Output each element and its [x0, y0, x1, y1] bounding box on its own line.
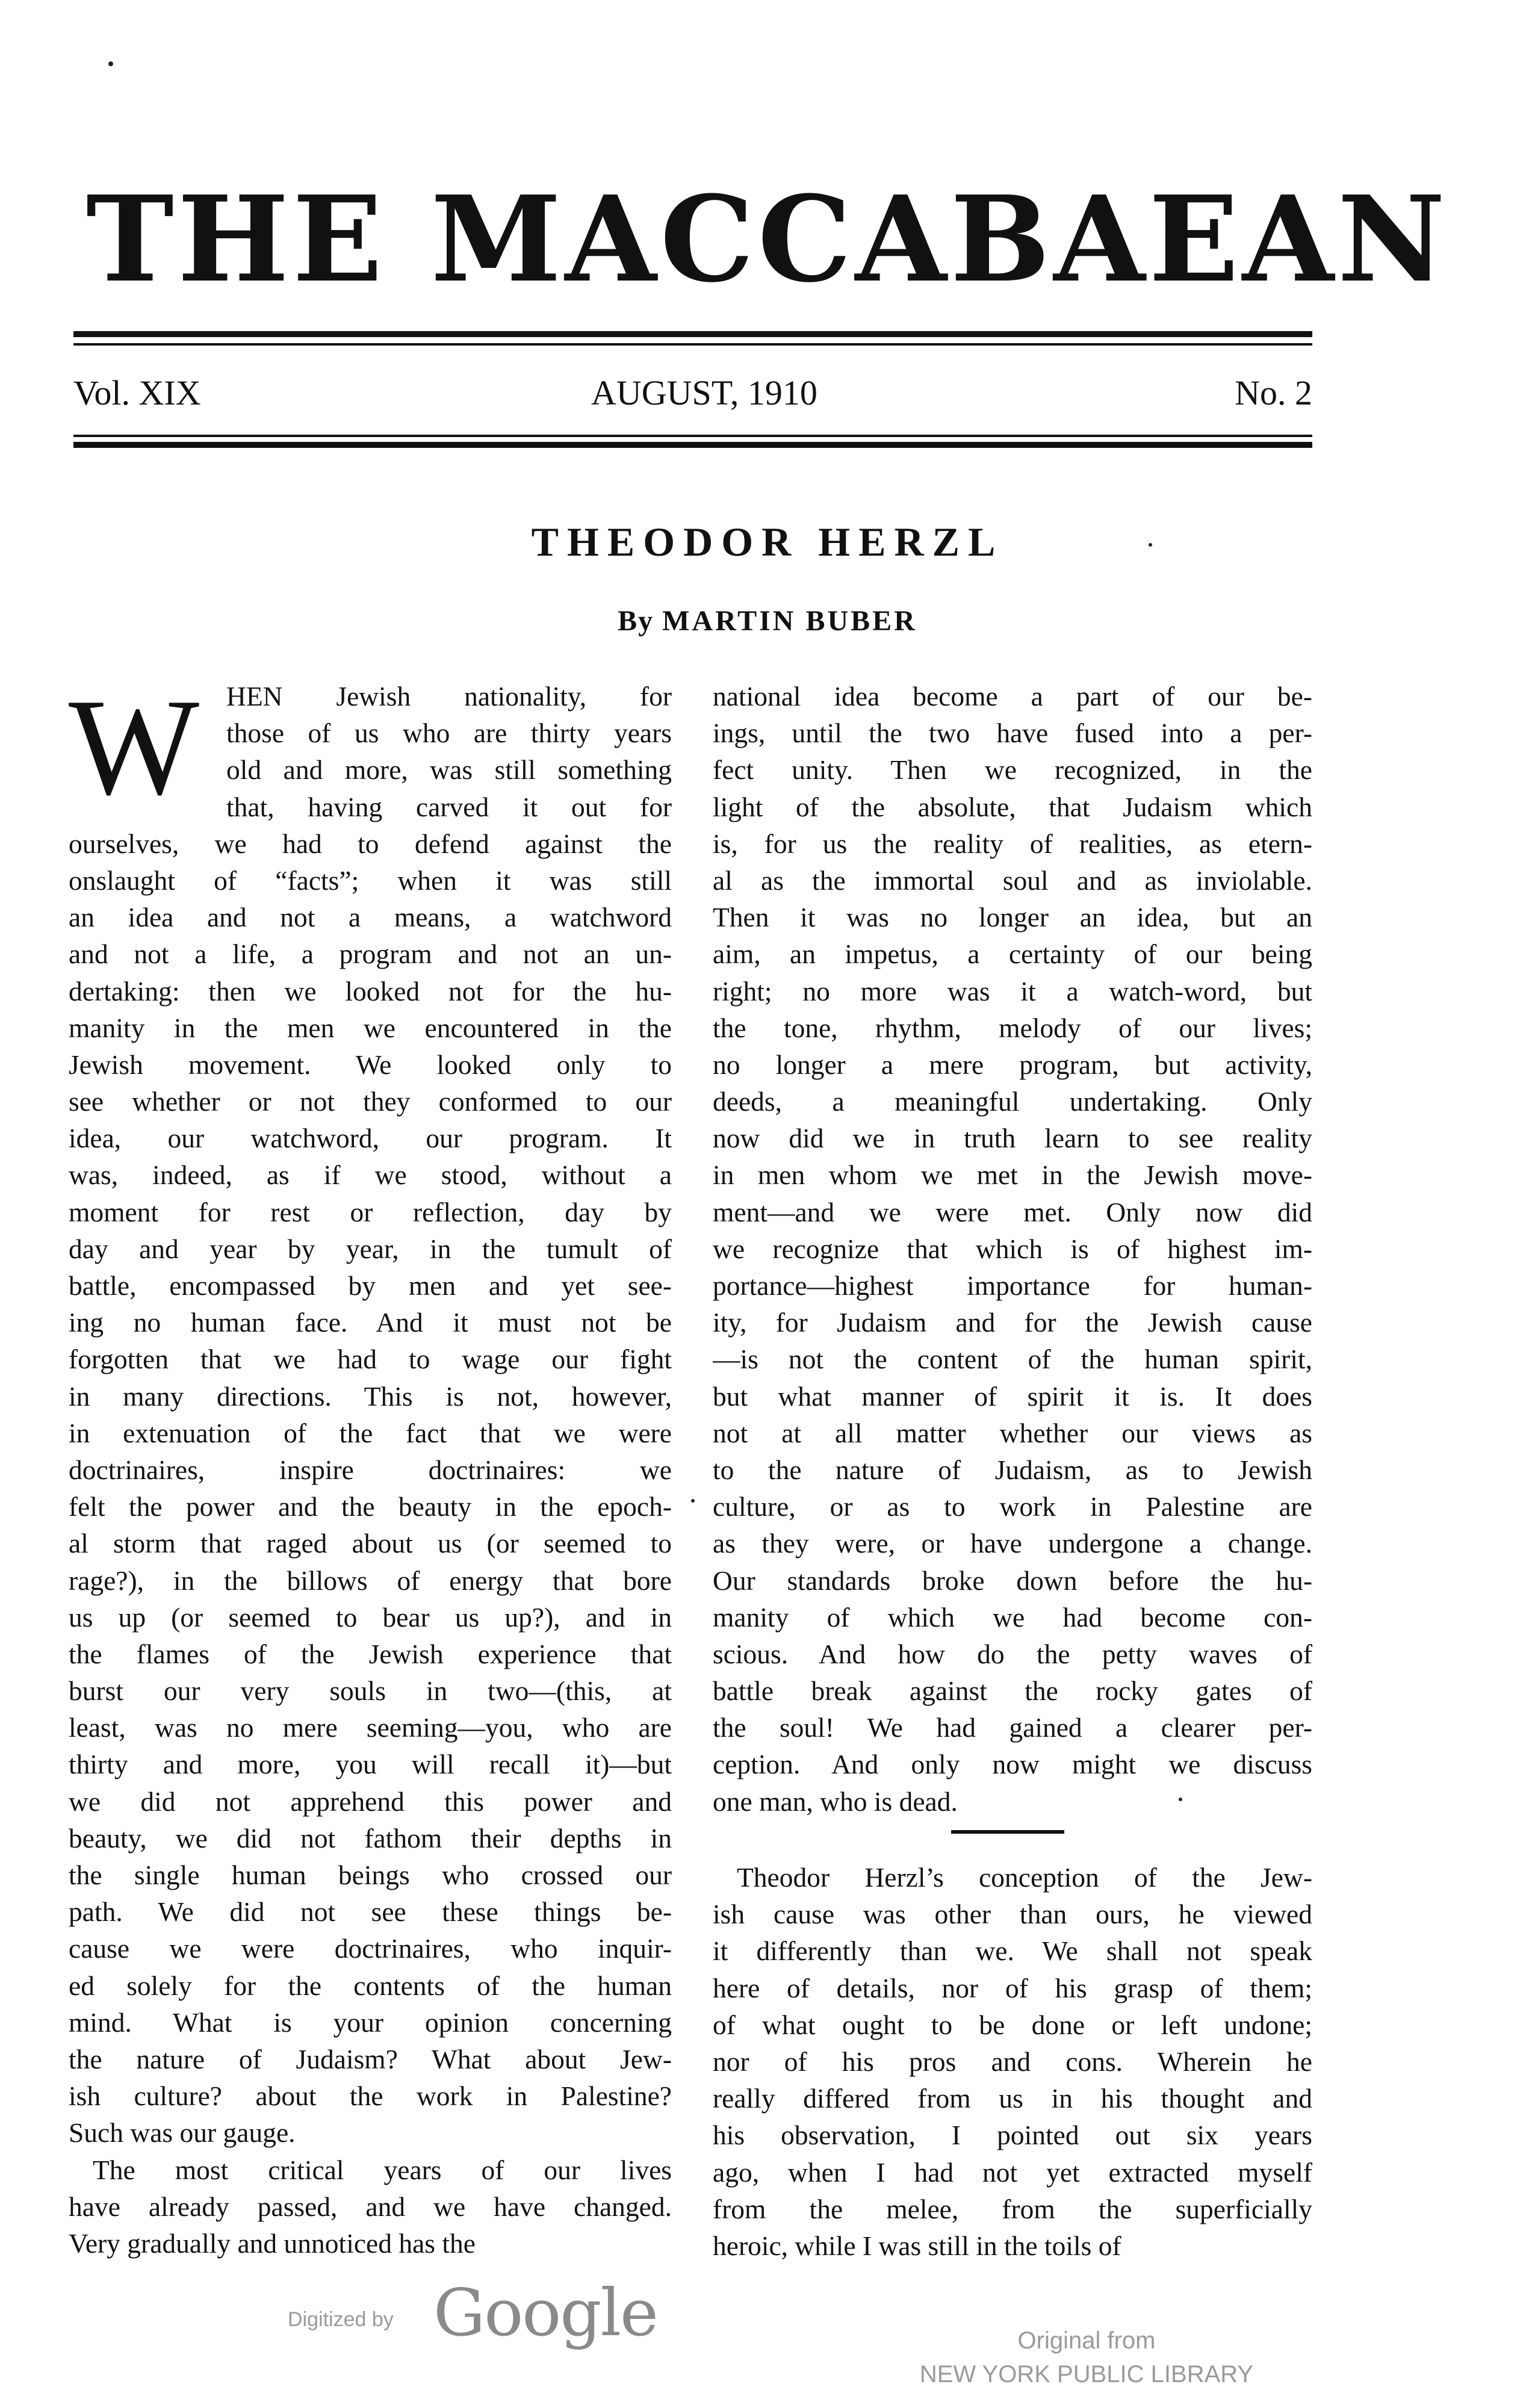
- text-line: day and year by year, in the tumult of: [69, 1233, 672, 1264]
- text-line: was, indeed, as if we stood, without a: [69, 1159, 672, 1191]
- text-line: an idea and not a means, a watchword: [69, 902, 672, 933]
- text-line: in many directions. This is not, however,: [69, 1380, 672, 1412]
- article-title: THEODOR HERZL: [531, 519, 1004, 565]
- text-line: culture, or as to work in Palestine are: [713, 1491, 1312, 1522]
- text-line: scious. And how do the petty waves of: [713, 1638, 1312, 1669]
- text-line: idea, our watchword, our program. It: [69, 1123, 672, 1154]
- text-line: have already passed, and we have changed.: [69, 2191, 672, 2222]
- text-line: in men whom we met in the Jewish move-: [713, 1159, 1312, 1191]
- text-line: light of the absolute, that Judaism which: [713, 791, 1312, 822]
- text-line: Our standards broke down before the hu-: [713, 1565, 1312, 1596]
- text-line: ment—and we were met. Only now did: [713, 1196, 1312, 1227]
- text-line: cause we were doctrinaires, who inquir-: [69, 1933, 672, 1964]
- text-line: forgotten that we had to wage our fight: [69, 1344, 672, 1375]
- text-line: Then it was no longer an idea, but an: [713, 902, 1312, 933]
- text-line: see whether or not they conformed to our: [69, 1086, 672, 1117]
- text-line: battle, encompassed by men and yet see-: [69, 1270, 672, 1301]
- article-column-right-continued: [713, 1859, 1312, 2264]
- text-line: aim, an impetus, a certainty of our being: [713, 939, 1312, 970]
- text-line: path. We did not see these things be-: [69, 1896, 672, 1928]
- text-line: but what manner of spirit it is. It does: [713, 1380, 1312, 1412]
- text-line: and not a life, a program and not an un-: [69, 939, 672, 970]
- text-line: really differed from us in his thought and: [713, 2083, 1312, 2114]
- text-line: the soul! We had gained a clearer per-: [713, 1712, 1312, 1743]
- text-line: right; no more was it a watch-word, but: [713, 975, 1312, 1007]
- text-line: ish culture? about the work in Palestine?: [69, 2081, 672, 2112]
- text-line: doctrinaires, inspire doctrinaires: we: [69, 1454, 672, 1485]
- masthead-rule-top-thin: [73, 343, 1312, 346]
- text-line: the single human beings who crossed our: [69, 1860, 672, 1890]
- byline-prefix: By: [618, 605, 654, 637]
- text-line: dertaking: then we looked not for the hu-: [69, 975, 672, 1007]
- text-line: ception. And only now might we discuss: [713, 1749, 1312, 1780]
- section-separator: [951, 1830, 1064, 1834]
- text-line: to the nature of Judaism, as to Jewish: [713, 1454, 1312, 1485]
- text-line: it differently than we. We shall not speak: [713, 1935, 1312, 1967]
- text-line: ings, until the two have fused into a per-: [713, 718, 1312, 749]
- text-line: onslaught of “facts”; when it was still: [69, 864, 672, 896]
- text-line: ourselves, we had to defend against the: [69, 828, 672, 859]
- text-line: deeds, a meaningful undertaking. Only: [713, 1086, 1312, 1117]
- text-line: mind. What is your opinion concerning: [69, 2006, 672, 2038]
- text-line: Theodor Herzl’s conception of the Jew-: [737, 1862, 1312, 1893]
- text-line: battle break against the rocky gates of: [713, 1675, 1312, 1707]
- text-line: the flames of the Jewish experience that: [69, 1638, 672, 1669]
- masthead-title: THE MACCABAEAN: [85, 170, 1450, 309]
- text-line: in extenuation of the fact that we were: [69, 1417, 672, 1448]
- volume-label: Vol. XIX: [73, 373, 201, 412]
- text-line: portance—highest importance for human-: [713, 1270, 1312, 1301]
- text-line: thirty and more, you will recall it)—but: [69, 1749, 672, 1780]
- text-line: ish cause was other than ours, he viewed: [713, 1899, 1312, 1930]
- text-line: ity, for Judaism and for the Jewish cause: [713, 1307, 1312, 1338]
- drop-cap: W: [69, 670, 200, 824]
- print-speck: [1149, 543, 1152, 547]
- text-line: we did not apprehend this power and: [69, 1786, 672, 1817]
- text-line: here of details, nor of his grasp of them;: [713, 1972, 1312, 2003]
- text-line: felt the power and the beauty in the epoch-: [69, 1491, 672, 1522]
- text-line: no longer a mere program, but activity,: [713, 1049, 1312, 1080]
- issue-number: No. 2: [1235, 373, 1312, 412]
- text-line: from the melee, from the superficially: [713, 2193, 1312, 2224]
- text-line: us up (or seemed to bear us up?), and in: [69, 1601, 672, 1633]
- text-line: rage?), in the billows of energy that bore: [69, 1565, 672, 1596]
- text-line: ago, when I had not yet extracted myself: [713, 2156, 1312, 2188]
- text-line: ing no human face. And it must not be: [69, 1307, 672, 1338]
- masthead-rule-bottom-thin: [73, 435, 1312, 437]
- text-line: burst our very souls in two—(this, at: [69, 1675, 672, 1707]
- print-speck: [108, 61, 113, 66]
- text-line: heroic, while I was still in the toils of: [713, 2230, 1121, 2261]
- text-line: Such was our gauge.: [69, 2117, 296, 2149]
- text-line: Very gradually and unnoticed has the: [69, 2227, 476, 2259]
- text-line: manity in the men we encountered in the: [69, 1012, 672, 1043]
- text-line: national idea become a part of our be-: [713, 681, 1312, 712]
- text-line: The most critical years of our lives: [93, 2154, 672, 2185]
- text-line: fect unity. Then we recognized, in the: [713, 754, 1312, 786]
- text-line: moment for rest or reflection, day by: [69, 1196, 672, 1227]
- digitized-by-label: Digitized by: [288, 2308, 394, 2331]
- text-line: that, having carved it out for: [226, 791, 672, 822]
- text-line: now did we in truth learn to see reality: [713, 1123, 1312, 1154]
- article-column-left: [69, 670, 672, 2262]
- library-name: NEW YORK PUBLIC LIBRARY: [919, 2361, 1254, 2388]
- original-from-label: Original from: [1017, 2327, 1156, 2354]
- text-line: al storm that raged about us (or seemed to: [69, 1528, 672, 1559]
- masthead-rule-top: [73, 331, 1312, 337]
- issue-date: AUGUST, 1910: [591, 373, 817, 412]
- text-line: beauty, we did not fathom their depths in: [69, 1822, 672, 1854]
- text-line: we recognize that which is of highest im-: [713, 1233, 1312, 1264]
- text-line: the nature of Judaism? What about Jew-: [69, 2043, 672, 2074]
- masthead-rule-bottom: [73, 442, 1312, 448]
- google-logo: Google: [433, 2276, 657, 2351]
- text-line: —is not the content of the human spirit,: [713, 1344, 1312, 1375]
- article-byline: [0, 604, 1535, 638]
- author-name: MARTIN BUBER: [662, 605, 917, 637]
- text-line: as they were, or have undergone a change.: [713, 1528, 1312, 1559]
- text-line: one man, who is dead.: [713, 1786, 958, 1817]
- text-line: manity of which we had become con-: [713, 1601, 1312, 1633]
- library-attribution: [891, 2324, 1282, 2391]
- issue-line: [73, 372, 1312, 414]
- print-speck: [1179, 1798, 1182, 1801]
- article-column-right: [713, 678, 1312, 1820]
- text-line: ed solely for the contents of the human: [69, 1970, 672, 2001]
- text-line: his observation, I pointed out six years: [713, 2120, 1312, 2151]
- text-line: nor of his pros and cons. Wherein he: [713, 2046, 1312, 2077]
- text-line: al as the immortal soul and as inviolable.: [713, 864, 1312, 896]
- text-line: HEN Jewish nationality, for: [226, 681, 672, 712]
- text-line: least, was no mere seeming—you, who are: [69, 1712, 672, 1743]
- print-speck: [691, 1499, 695, 1503]
- text-line: Jewish movement. We looked only to: [69, 1049, 672, 1080]
- text-line: not at all matter whether our views as: [713, 1417, 1312, 1448]
- text-line: of what ought to be done or left undone;: [713, 2009, 1312, 2040]
- text-line: the tone, rhythm, melody of our lives;: [713, 1012, 1312, 1043]
- text-line: old and more, was still something: [226, 754, 672, 786]
- text-line: is, for us the reality of realities, as etern-: [713, 828, 1312, 859]
- text-line: those of us who are thirty years: [226, 718, 672, 749]
